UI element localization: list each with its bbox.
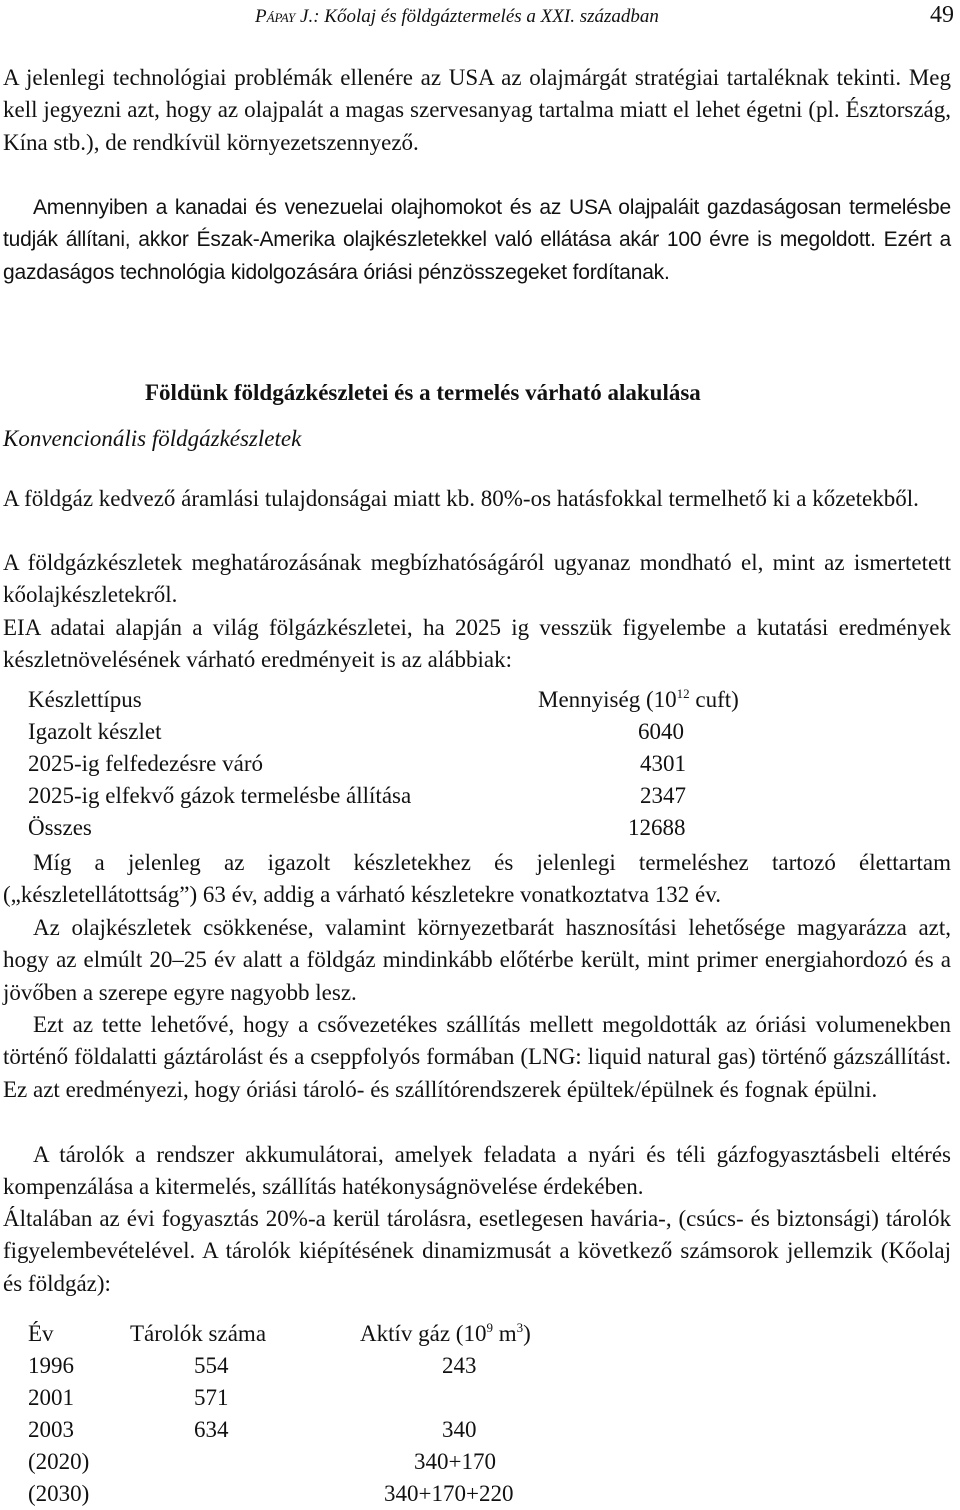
column-header-type: Készlettípus bbox=[28, 687, 142, 712]
paragraph-fogyasztas: Általában az évi fogyasztás 20%-a kerül tárolásra, esetlegesen havária-, (csúcs- és biztonsági) tárolók figyelembevételével. A tárolók kiépítésének dinamizmusát a következő számsorok jellemzik (Kőolaj és földgáz): bbox=[3, 1206, 951, 1296]
paragraph-tarolok: A tárolók a rendszer akkumulátorai, amelyek feladata a nyári és téli gázfogyasztásbeli eltérés kompenzálása a kitermelés, szállítás hatékonyságnövelése érdekében. bbox=[3, 1142, 951, 1200]
year-cell: 2001 bbox=[28, 1385, 74, 1410]
reserve-amount: 2347 bbox=[640, 783, 686, 808]
reserve-type: Igazolt készlet bbox=[28, 719, 162, 744]
column-header-year: Év bbox=[28, 1321, 54, 1346]
gas-cell: 340 bbox=[442, 1417, 477, 1442]
reserve-type: 2025-ig felfedezésre váró bbox=[28, 751, 263, 776]
paragraph-megbizhatosag: A földgázkészletek meghatározásának megbízhatóságáról ugyanaz mondható el, mint az ismertetett kőolajkészletekről. bbox=[3, 550, 951, 608]
table-row bbox=[28, 1414, 628, 1446]
count-cell: 554 bbox=[194, 1353, 229, 1378]
page-number: 49 bbox=[930, 2, 954, 28]
gas-cell: 340+170 bbox=[414, 1449, 496, 1474]
year-cell: (2020) bbox=[28, 1449, 90, 1474]
section-title: Földünk földgázkészletei és a termelés várható alakulása bbox=[145, 380, 701, 405]
reserve-type: 2025-ig elfekvő gázok termelésbe állítása bbox=[28, 783, 412, 808]
column-header-active-gas: Aktív gáz ($10^9$ $m^3$) bbox=[360, 1320, 531, 1346]
table-header-row bbox=[28, 1318, 628, 1350]
count-cell: 634 bbox=[194, 1417, 229, 1442]
reserve-amount: 6040 bbox=[638, 719, 684, 744]
table-row bbox=[28, 1478, 628, 1510]
reserve-amount: 12688 bbox=[628, 815, 686, 840]
year-cell: 1996 bbox=[28, 1353, 74, 1378]
paragraph-olajmarga: A jelenlegi technológiai problémák ellenére az USA az olajmárgát stratégiai tartaléknak tekinti. Meg kell jegyezni azt, hogy az olajpalát a magas szervesanyag tartalma miatt el lehet égetni (pl. Észtország, Kína stb.), de rendkívül környezetszennyező. bbox=[3, 65, 951, 155]
year-cell: (2030) bbox=[28, 1481, 90, 1506]
storage-table bbox=[28, 1318, 628, 1510]
running-header bbox=[255, 6, 659, 28]
table-header-row bbox=[28, 684, 788, 716]
paragraph-eia: EIA adatai alapján a világ fölgázkészletei, ha 2025 ig vesszük figyelembe a kutatási eredmények készletnövelésének várható eredményeit is az alábbiak: bbox=[3, 615, 951, 673]
gas-cell: 340+170+220 bbox=[384, 1481, 514, 1506]
column-header-amount: Mennyiség ($10^{12}$ cuft) bbox=[538, 686, 739, 712]
table-row bbox=[28, 1382, 628, 1414]
header-title: Kőolaj és földgáztermelés a XXI. században bbox=[324, 6, 659, 27]
reserves-table bbox=[28, 684, 788, 844]
paragraph-elettartam: Míg a jelenleg az igazolt készletekhez és jelenlegi termeléshez tartozó élettartam („készletellátottság”) 63 év, addig a várható készletekre vonatkoztatva 132 év. bbox=[3, 850, 951, 908]
column-header-count: Tárolók száma bbox=[130, 1321, 267, 1346]
table-row bbox=[28, 1446, 628, 1478]
table-row bbox=[28, 716, 788, 748]
gas-cell: 243 bbox=[442, 1353, 477, 1378]
reserve-amount: 4301 bbox=[640, 751, 686, 776]
paragraph-olajhomok: Amennyiben a kanadai és venezuelai olajhomokot és az USA olajpaláit gazdaságosan termelésbe tudják állítani, akkor Észak-Amerika olajkészletekkel való ellátása akár 100 évre is megoldott. Ezért a gazdaságos technológia kidolgozására óriási pénzösszegeket fordítanak. bbox=[3, 196, 951, 284]
reserve-type: Összes bbox=[28, 815, 92, 840]
table-row bbox=[28, 780, 788, 812]
table-row bbox=[28, 748, 788, 780]
paragraph-csovezetek: Ezt az tette lehetővé, hogy a csővezetékes szállítás mellett megoldották az óriási volumenekben történő földalatti gáztárolást és a cseppfolyós formában (LNG: liquid natural gas) történő gázszállítást. Ez azt eredményezi, hogy óriási tároló- és szállítórendszerek épültek/épülnek és fognak épülni. bbox=[3, 1012, 951, 1102]
count-cell: 571 bbox=[194, 1385, 229, 1410]
header-author: Pápay J.: bbox=[255, 6, 320, 27]
year-cell: 2003 bbox=[28, 1417, 74, 1442]
paragraph-olajkeszletek: Az olajkészletek csökkenése, valamint környezetbarát hasznosítási lehetősége magyarázza azt, hogy az elmúlt 20–25 év alatt a földgáz mindinkább előtérbe került, mint primer energiahordozó és a jövőben a szerepe egyre nagyobb lesz. bbox=[3, 915, 951, 1005]
table-row bbox=[28, 1350, 628, 1382]
paragraph-aramlasi: A földgáz kedvező áramlási tulajdonságai miatt kb. 80%-os hatásfokkal termelhető ki a kőzetekből. bbox=[3, 486, 919, 511]
table-row bbox=[28, 812, 788, 844]
subsection-title: Konvencionális földgázkészletek bbox=[3, 426, 302, 451]
